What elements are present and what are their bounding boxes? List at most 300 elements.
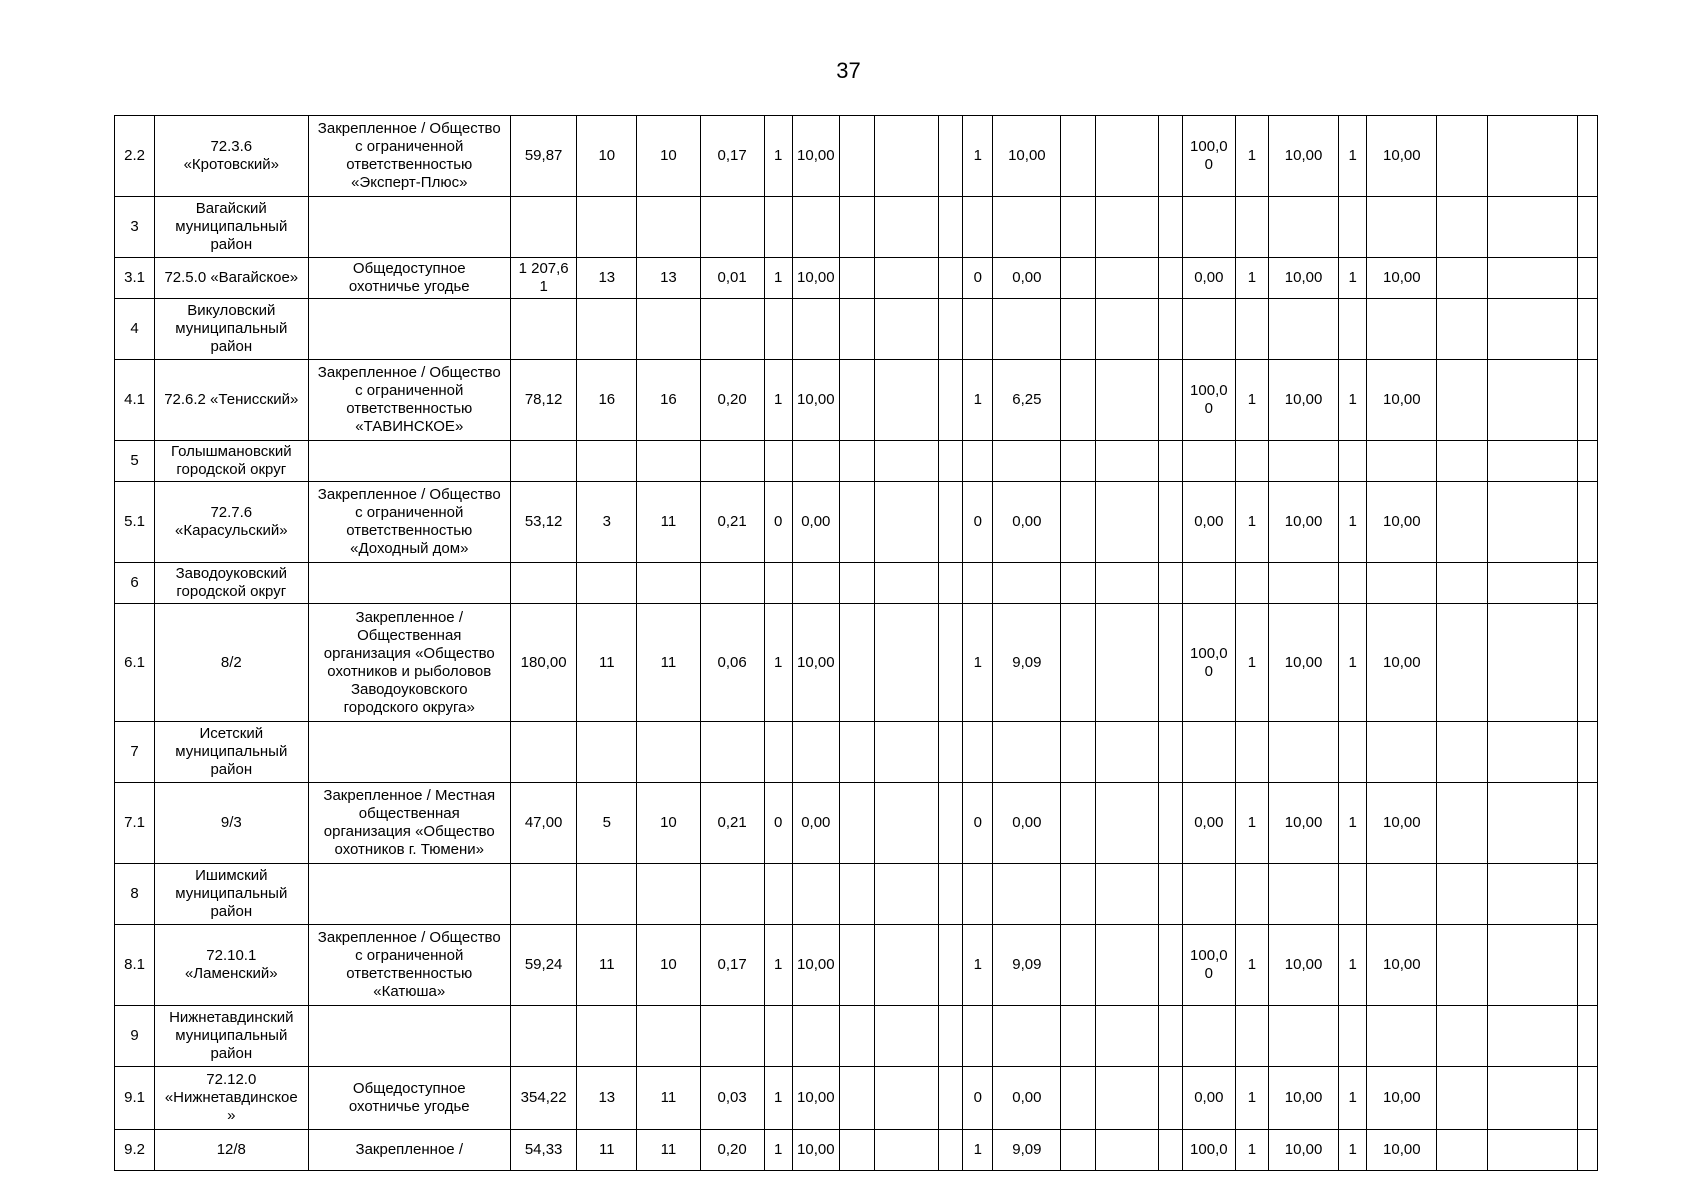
table-cell bbox=[939, 1006, 963, 1067]
table-cell bbox=[1487, 783, 1577, 864]
table-cell bbox=[577, 441, 637, 482]
table-cell bbox=[1061, 563, 1095, 604]
table-cell: 53,12 bbox=[511, 482, 577, 563]
table-cell bbox=[577, 563, 637, 604]
table-cell bbox=[637, 563, 700, 604]
table-cell bbox=[1577, 783, 1597, 864]
table-cell: 9.1 bbox=[115, 1067, 155, 1130]
table-cell: 1 bbox=[1339, 783, 1367, 864]
table-cell bbox=[1158, 722, 1182, 783]
table-cell bbox=[993, 197, 1061, 258]
table-cell bbox=[1061, 1006, 1095, 1067]
table-cell: 10,00 bbox=[1367, 604, 1437, 722]
table-cell bbox=[939, 360, 963, 441]
table-cell bbox=[874, 197, 938, 258]
table-cell bbox=[1158, 925, 1182, 1006]
table-cell bbox=[839, 116, 874, 197]
table-cell bbox=[939, 482, 963, 563]
table-cell bbox=[511, 563, 577, 604]
table-cell: Общедоступное охотничье угодье bbox=[308, 258, 511, 299]
table-cell bbox=[993, 864, 1061, 925]
table-cell bbox=[1095, 258, 1158, 299]
table-cell bbox=[1235, 197, 1268, 258]
table-cell: 1 bbox=[1235, 604, 1268, 722]
table-cell bbox=[874, 482, 938, 563]
table-cell: 100,0 0 bbox=[1182, 925, 1235, 1006]
table-cell: 47,00 bbox=[511, 783, 577, 864]
table-cell: 1 bbox=[1339, 116, 1367, 197]
table-cell bbox=[939, 604, 963, 722]
table-cell bbox=[1061, 783, 1095, 864]
table-cell: 10,00 bbox=[1367, 1067, 1437, 1130]
table-cell bbox=[1095, 441, 1158, 482]
table-cell bbox=[874, 441, 938, 482]
table-cell: 0,21 bbox=[700, 783, 764, 864]
table-cell: 354,22 bbox=[511, 1067, 577, 1130]
table-cell: 3 bbox=[577, 482, 637, 563]
table-cell bbox=[1182, 563, 1235, 604]
table-cell bbox=[308, 197, 511, 258]
table-cell bbox=[577, 197, 637, 258]
table-row bbox=[115, 1006, 1598, 1067]
table-cell: 10,00 bbox=[792, 258, 839, 299]
table-cell bbox=[511, 441, 577, 482]
table-cell: 5.1 bbox=[115, 482, 155, 563]
table-cell: 10,00 bbox=[1268, 1130, 1338, 1171]
table-cell bbox=[1367, 441, 1437, 482]
table-cell bbox=[1577, 604, 1597, 722]
table-cell bbox=[1487, 864, 1577, 925]
table-cell bbox=[1061, 925, 1095, 1006]
table-cell bbox=[839, 604, 874, 722]
table-cell: 0,21 bbox=[700, 482, 764, 563]
table-cell: 0,00 bbox=[993, 1067, 1061, 1130]
table-cell: 11 bbox=[637, 482, 700, 563]
table-cell bbox=[1158, 563, 1182, 604]
table-cell bbox=[874, 1130, 938, 1171]
table-body bbox=[115, 116, 1598, 1171]
table-row bbox=[115, 299, 1598, 360]
table-cell bbox=[963, 722, 993, 783]
table-cell bbox=[963, 864, 993, 925]
table-cell bbox=[839, 197, 874, 258]
table-cell: 0,20 bbox=[700, 360, 764, 441]
table-cell bbox=[792, 299, 839, 360]
table-cell bbox=[874, 116, 938, 197]
table-cell bbox=[1339, 299, 1367, 360]
table-cell: 4.1 bbox=[115, 360, 155, 441]
table-cell: 1 bbox=[764, 1130, 792, 1171]
table-cell bbox=[1095, 1006, 1158, 1067]
table-cell bbox=[308, 1006, 511, 1067]
table-cell bbox=[1339, 197, 1367, 258]
table-cell bbox=[1437, 299, 1487, 360]
table-cell: 10,00 bbox=[1367, 360, 1437, 441]
table-cell bbox=[511, 722, 577, 783]
table-cell bbox=[1158, 360, 1182, 441]
table-row bbox=[115, 563, 1598, 604]
table-cell bbox=[308, 722, 511, 783]
table-cell bbox=[1095, 563, 1158, 604]
table-cell: 1 bbox=[1339, 1130, 1367, 1171]
table-cell: 6.1 bbox=[115, 604, 155, 722]
table-cell bbox=[1061, 299, 1095, 360]
table-cell: Нижнетавдинский муниципальный район bbox=[155, 1006, 308, 1067]
table-cell: 11 bbox=[577, 1130, 637, 1171]
table-cell bbox=[939, 864, 963, 925]
table-cell: 10,00 bbox=[792, 360, 839, 441]
table-cell bbox=[1235, 563, 1268, 604]
table-cell bbox=[1182, 299, 1235, 360]
table-cell: 1 bbox=[764, 258, 792, 299]
table-cell bbox=[1437, 1006, 1487, 1067]
table-cell bbox=[1268, 299, 1338, 360]
table-cell: 100,0 0 bbox=[1182, 360, 1235, 441]
table-cell: 100,0 0 bbox=[1182, 116, 1235, 197]
table-cell: 0 bbox=[963, 783, 993, 864]
table-cell bbox=[1577, 116, 1597, 197]
table-cell bbox=[1235, 722, 1268, 783]
table-cell bbox=[839, 722, 874, 783]
table-cell bbox=[939, 722, 963, 783]
table-cell bbox=[577, 1006, 637, 1067]
table-cell: 0,01 bbox=[700, 258, 764, 299]
table-cell bbox=[1061, 258, 1095, 299]
table-cell bbox=[993, 1006, 1061, 1067]
table-cell bbox=[839, 482, 874, 563]
table-cell bbox=[792, 197, 839, 258]
table-cell bbox=[874, 1006, 938, 1067]
table-cell bbox=[700, 1006, 764, 1067]
table-cell bbox=[1367, 1006, 1437, 1067]
table-cell bbox=[1235, 441, 1268, 482]
table-cell: 0,17 bbox=[700, 925, 764, 1006]
table-cell: 100,0 0 bbox=[1182, 604, 1235, 722]
table-cell bbox=[1061, 1130, 1095, 1171]
table-cell bbox=[1061, 1067, 1095, 1130]
table-cell: 10 bbox=[577, 116, 637, 197]
table-cell bbox=[577, 299, 637, 360]
table-cell: 1 bbox=[1235, 258, 1268, 299]
table-cell: 1 bbox=[963, 604, 993, 722]
table-cell bbox=[1487, 925, 1577, 1006]
table-cell: 11 bbox=[637, 604, 700, 722]
table-cell: 2.2 bbox=[115, 116, 155, 197]
table-cell bbox=[1158, 783, 1182, 864]
table-cell bbox=[1235, 864, 1268, 925]
table-cell bbox=[874, 783, 938, 864]
table-row bbox=[115, 864, 1598, 925]
table-cell: 1 bbox=[764, 116, 792, 197]
table-cell bbox=[1577, 441, 1597, 482]
table-cell bbox=[577, 864, 637, 925]
table-cell bbox=[1577, 258, 1597, 299]
table-cell bbox=[637, 1006, 700, 1067]
table-cell bbox=[1577, 1130, 1597, 1171]
table-cell: 1 bbox=[963, 1130, 993, 1171]
table-cell bbox=[1095, 197, 1158, 258]
table-cell bbox=[700, 563, 764, 604]
table-cell: 10,00 bbox=[1268, 258, 1338, 299]
table-cell: 1 bbox=[1339, 1067, 1367, 1130]
table-cell bbox=[874, 1067, 938, 1130]
table-cell bbox=[1437, 1067, 1487, 1130]
table-cell: 1 bbox=[764, 604, 792, 722]
table-cell bbox=[939, 925, 963, 1006]
table-cell bbox=[939, 1130, 963, 1171]
table-cell: 10,00 bbox=[1367, 1130, 1437, 1171]
table-cell bbox=[1158, 197, 1182, 258]
table-cell: 0,00 bbox=[792, 482, 839, 563]
table-cell bbox=[700, 197, 764, 258]
table-cell bbox=[1367, 864, 1437, 925]
table-cell: 72.12.0 «Нижнетавдинское » bbox=[155, 1067, 308, 1130]
table-cell bbox=[1487, 116, 1577, 197]
table-cell bbox=[1095, 299, 1158, 360]
table-cell: 7.1 bbox=[115, 783, 155, 864]
table-cell bbox=[1577, 1067, 1597, 1130]
table-cell: 10,00 bbox=[792, 925, 839, 1006]
table-cell bbox=[792, 441, 839, 482]
table-cell bbox=[939, 197, 963, 258]
table-cell bbox=[1437, 925, 1487, 1006]
table-cell: 10 bbox=[637, 116, 700, 197]
table-cell bbox=[1182, 864, 1235, 925]
table-cell bbox=[1577, 299, 1597, 360]
table-cell: 10,00 bbox=[1268, 1067, 1338, 1130]
table-cell bbox=[1367, 722, 1437, 783]
table-cell: 11 bbox=[577, 925, 637, 1006]
table-cell bbox=[1158, 1130, 1182, 1171]
table-cell: 7 bbox=[115, 722, 155, 783]
table-cell bbox=[939, 258, 963, 299]
table-cell: 0,00 bbox=[1182, 258, 1235, 299]
table-cell: 6,25 bbox=[993, 360, 1061, 441]
table-row bbox=[115, 197, 1598, 258]
table-cell: 10,00 bbox=[1367, 482, 1437, 563]
table-cell: 13 bbox=[577, 1067, 637, 1130]
table-cell: Закрепленное / Общество с ограниченной ответственностью «ТАВИНСКОЕ» bbox=[308, 360, 511, 441]
table-cell bbox=[1182, 441, 1235, 482]
table-cell: 78,12 bbox=[511, 360, 577, 441]
table-cell bbox=[637, 299, 700, 360]
table-cell bbox=[1061, 482, 1095, 563]
table-cell bbox=[839, 563, 874, 604]
table-cell: 13 bbox=[637, 258, 700, 299]
table-cell: 0,00 bbox=[993, 482, 1061, 563]
table-cell bbox=[792, 1006, 839, 1067]
table-cell bbox=[939, 563, 963, 604]
table-cell bbox=[1182, 197, 1235, 258]
table-cell bbox=[839, 1130, 874, 1171]
table-cell bbox=[1437, 116, 1487, 197]
table-cell bbox=[1577, 482, 1597, 563]
table-cell bbox=[764, 197, 792, 258]
table-cell bbox=[1268, 441, 1338, 482]
table-cell bbox=[963, 1006, 993, 1067]
table-cell: Закрепленное / Общество с ограниченной ответственностью «Эксперт-Плюс» bbox=[308, 116, 511, 197]
table-cell bbox=[1235, 299, 1268, 360]
table-cell bbox=[1437, 563, 1487, 604]
table-cell bbox=[993, 722, 1061, 783]
table-cell: 10,00 bbox=[1268, 604, 1338, 722]
table-row bbox=[115, 258, 1598, 299]
table-cell bbox=[939, 116, 963, 197]
table-cell bbox=[1095, 360, 1158, 441]
table-row bbox=[115, 722, 1598, 783]
table-cell bbox=[1339, 864, 1367, 925]
table-row bbox=[115, 116, 1598, 197]
table-cell: 10,00 bbox=[1367, 258, 1437, 299]
table-cell: 11 bbox=[637, 1130, 700, 1171]
table-cell: 9 bbox=[115, 1006, 155, 1067]
table-cell bbox=[637, 864, 700, 925]
page-number: 37 bbox=[836, 58, 861, 83]
table-cell bbox=[511, 299, 577, 360]
table-cell: 0,06 bbox=[700, 604, 764, 722]
table-cell: 72.6.2 «Тенисский» bbox=[155, 360, 308, 441]
table-cell bbox=[1095, 864, 1158, 925]
table-cell: 1 bbox=[764, 925, 792, 1006]
table-cell bbox=[1268, 722, 1338, 783]
table-cell: 1 bbox=[1339, 360, 1367, 441]
table-cell bbox=[764, 1006, 792, 1067]
table-cell: 5 bbox=[115, 441, 155, 482]
table-cell bbox=[511, 864, 577, 925]
table-cell: 8/2 bbox=[155, 604, 308, 722]
table-cell bbox=[1367, 197, 1437, 258]
table-cell bbox=[1268, 864, 1338, 925]
table-cell: 180,00 bbox=[511, 604, 577, 722]
table-cell bbox=[1577, 197, 1597, 258]
table-cell bbox=[1158, 258, 1182, 299]
table-cell: 0,00 bbox=[1182, 783, 1235, 864]
table-cell bbox=[577, 722, 637, 783]
table-cell bbox=[308, 864, 511, 925]
table-cell bbox=[1437, 1130, 1487, 1171]
table-cell: 10,00 bbox=[792, 116, 839, 197]
table-cell bbox=[1061, 864, 1095, 925]
table-cell bbox=[874, 299, 938, 360]
table-cell bbox=[792, 864, 839, 925]
table-cell: 13 bbox=[577, 258, 637, 299]
table-cell bbox=[1182, 1006, 1235, 1067]
table-row bbox=[115, 1067, 1598, 1130]
table-cell bbox=[1158, 299, 1182, 360]
table-cell: 11 bbox=[637, 1067, 700, 1130]
table-row bbox=[115, 925, 1598, 1006]
table-cell bbox=[939, 1067, 963, 1130]
table-cell: 12/8 bbox=[155, 1130, 308, 1171]
table-cell bbox=[1577, 722, 1597, 783]
table-cell bbox=[1061, 197, 1095, 258]
table-cell bbox=[1268, 563, 1338, 604]
table-cell: 0,00 bbox=[792, 783, 839, 864]
table-cell bbox=[1061, 722, 1095, 783]
table-cell: Голышмановский городской округ bbox=[155, 441, 308, 482]
table-cell bbox=[874, 864, 938, 925]
table-cell bbox=[1437, 441, 1487, 482]
table-cell: 0 bbox=[963, 258, 993, 299]
table-cell: 1 bbox=[1339, 258, 1367, 299]
table-cell: 1 bbox=[764, 1067, 792, 1130]
table-cell bbox=[1339, 1006, 1367, 1067]
table-cell: Викуловский муниципальный район bbox=[155, 299, 308, 360]
table-cell bbox=[1487, 360, 1577, 441]
table-cell bbox=[1437, 604, 1487, 722]
table-cell bbox=[1487, 299, 1577, 360]
table-cell: 0 bbox=[963, 482, 993, 563]
table-cell bbox=[1095, 116, 1158, 197]
table-cell bbox=[1487, 197, 1577, 258]
table-cell bbox=[764, 441, 792, 482]
table-cell: Закрепленное / Общество с ограниченной ответственностью «Доходный дом» bbox=[308, 482, 511, 563]
table-cell: 9,09 bbox=[993, 925, 1061, 1006]
table-cell bbox=[963, 563, 993, 604]
table-cell: 1 bbox=[1235, 482, 1268, 563]
table-cell: 1 207,6 1 bbox=[511, 258, 577, 299]
table-cell bbox=[839, 299, 874, 360]
table-cell bbox=[1487, 1130, 1577, 1171]
table-cell bbox=[963, 197, 993, 258]
table-cell bbox=[993, 563, 1061, 604]
table-cell: 3.1 bbox=[115, 258, 155, 299]
table-cell bbox=[839, 1067, 874, 1130]
table-cell bbox=[993, 299, 1061, 360]
table-cell bbox=[637, 722, 700, 783]
table-cell: 1 bbox=[1235, 1067, 1268, 1130]
table-cell: 0,00 bbox=[1182, 1067, 1235, 1130]
table-cell: 0,00 bbox=[993, 258, 1061, 299]
table-cell: 1 bbox=[764, 360, 792, 441]
table-cell: 10,00 bbox=[792, 1130, 839, 1171]
table-cell: 10,00 bbox=[1367, 783, 1437, 864]
table-cell: 0,00 bbox=[993, 783, 1061, 864]
table-cell: Исетский муниципальный район bbox=[155, 722, 308, 783]
table-cell bbox=[1061, 441, 1095, 482]
table-cell: 72.3.6 «Кротовский» bbox=[155, 116, 308, 197]
table-cell: 11 bbox=[577, 604, 637, 722]
table-cell bbox=[1061, 116, 1095, 197]
table-cell bbox=[1095, 1067, 1158, 1130]
table-cell bbox=[1437, 864, 1487, 925]
table-cell: 10 bbox=[637, 925, 700, 1006]
table-cell bbox=[1487, 482, 1577, 563]
table-cell bbox=[511, 197, 577, 258]
table-cell: 0 bbox=[764, 783, 792, 864]
table-cell bbox=[939, 441, 963, 482]
table-cell: 16 bbox=[637, 360, 700, 441]
table-cell bbox=[939, 299, 963, 360]
table-cell: 1 bbox=[1235, 783, 1268, 864]
table-cell: 54,33 bbox=[511, 1130, 577, 1171]
table-cell bbox=[1158, 1067, 1182, 1130]
table-cell bbox=[1487, 258, 1577, 299]
table-cell bbox=[1095, 925, 1158, 1006]
table-cell: 10,00 bbox=[1268, 360, 1338, 441]
table-cell bbox=[1182, 722, 1235, 783]
table-cell bbox=[839, 360, 874, 441]
table-cell: Ишимский муниципальный район bbox=[155, 864, 308, 925]
table-cell: 0,20 bbox=[700, 1130, 764, 1171]
table-cell: 1 bbox=[1235, 1130, 1268, 1171]
table-cell: Заводоуковский городской округ bbox=[155, 563, 308, 604]
table-cell bbox=[1437, 360, 1487, 441]
table-cell: 10,00 bbox=[792, 604, 839, 722]
table-cell bbox=[1061, 604, 1095, 722]
table-cell: 72.10.1 «Ламенский» bbox=[155, 925, 308, 1006]
table-cell bbox=[1577, 360, 1597, 441]
